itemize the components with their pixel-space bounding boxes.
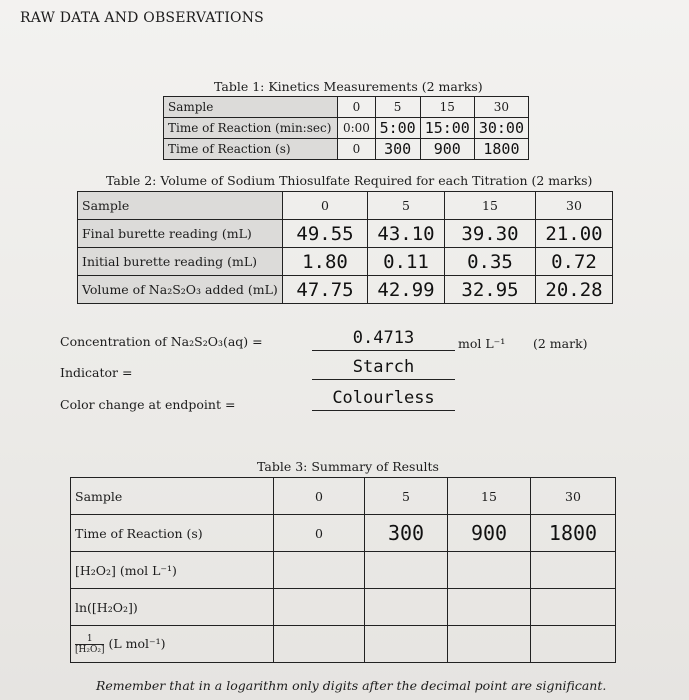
table2-header-label: Sample xyxy=(78,192,283,220)
table2-row-label: Volume of Na₂S₂O₃ added (mL) xyxy=(78,276,283,304)
table1-row-label: Time of Reaction (s) xyxy=(164,139,338,160)
indicator-label: Indicator = xyxy=(60,365,133,380)
table1-caption: Table 1: Kinetics Measurements (2 marks) xyxy=(214,79,483,94)
inverse-unit: (L mol⁻¹) xyxy=(108,635,166,651)
table2-cell: 39.30 xyxy=(445,220,536,248)
table3-empty-cell xyxy=(274,552,365,589)
concentration-label: Concentration of Na₂S₂O₃(aq) = xyxy=(60,334,263,349)
table3-empty-cell xyxy=(448,552,531,589)
table3-empty-cell xyxy=(448,589,531,626)
table3-sample: 30 xyxy=(531,478,616,515)
fraction-denominator: [H₂O₂] xyxy=(75,644,105,655)
table3-empty-cell xyxy=(531,626,616,663)
table3-cell: 1800 xyxy=(531,515,616,552)
table1-header-label: Sample xyxy=(164,97,338,118)
kinetics-table xyxy=(163,96,529,160)
table2-cell: 42.99 xyxy=(368,276,445,304)
table2-sample: 15 xyxy=(445,192,536,220)
table3-row-label: Time of Reaction (s) xyxy=(71,515,274,552)
color-change-label: Color change at endpoint = xyxy=(60,397,236,412)
table1-cell: 0 xyxy=(338,139,375,160)
table2-cell: 21.00 xyxy=(536,220,613,248)
footnote: Remember that in a logarithm only digits after the decimal point are significant. xyxy=(96,678,607,693)
table3-cell: 0 xyxy=(274,515,365,552)
table3-sample: 0 xyxy=(274,478,365,515)
table2-cell: 20.28 xyxy=(536,276,613,304)
concentration-marks: (2 mark) xyxy=(533,336,588,351)
table1-cell: 15:00 xyxy=(420,118,474,139)
inverse-fraction xyxy=(75,634,104,655)
table2-cell: 49.55 xyxy=(283,220,368,248)
table1-row-label: Time of Reaction (min:sec) xyxy=(164,118,338,139)
table1-sample: 0 xyxy=(338,97,375,118)
table1-cell: 1800 xyxy=(474,139,528,160)
table1-cell: 300 xyxy=(375,139,420,160)
table2-caption: Table 2: Volume of Sodium Thiosulfate Required for each Titration (2 marks) xyxy=(106,173,593,188)
table3-empty-cell xyxy=(531,552,616,589)
table2-cell: 43.10 xyxy=(368,220,445,248)
table1-sample: 5 xyxy=(375,97,420,118)
fraction-numerator: 1 xyxy=(75,634,104,645)
table1-sample: 15 xyxy=(420,97,474,118)
table2-row-label: Final burette reading (mL) xyxy=(78,220,283,248)
table2-cell: 0.11 xyxy=(368,248,445,276)
table3-empty-cell xyxy=(274,589,365,626)
table3-row-label: [H₂O₂] (mol L⁻¹) xyxy=(71,552,274,589)
table3-row-label: ln([H₂O₂]) xyxy=(71,589,274,626)
table3-empty-cell xyxy=(448,626,531,663)
table2-cell: 1.80 xyxy=(283,248,368,276)
table1-cell: 30:00 xyxy=(474,118,528,139)
table3-empty-cell xyxy=(365,552,448,589)
concentration-value: 0.4713 xyxy=(312,328,455,351)
table3-empty-cell xyxy=(365,589,448,626)
titration-table xyxy=(77,191,613,304)
table1-cell: 5:00 xyxy=(375,118,420,139)
table2-cell: 47.75 xyxy=(283,276,368,304)
table3-header-label: Sample xyxy=(71,478,274,515)
table1-sample: 30 xyxy=(474,97,528,118)
indicator-value: Starch xyxy=(312,357,455,380)
table2-row-label: Initial burette reading (mL) xyxy=(78,248,283,276)
table3-sample: 15 xyxy=(448,478,531,515)
table1-cell: 900 xyxy=(420,139,474,160)
table3-cell: 300 xyxy=(365,515,448,552)
table3-empty-cell xyxy=(531,589,616,626)
section-heading: RAW DATA AND OBSERVATIONS xyxy=(20,10,264,26)
table2-cell: 32.95 xyxy=(445,276,536,304)
table3-caption: Table 3: Summary of Results xyxy=(257,459,439,474)
table2-sample: 30 xyxy=(536,192,613,220)
table3-empty-cell xyxy=(274,626,365,663)
table3-cell: 900 xyxy=(448,515,531,552)
color-change-value: Colourless xyxy=(312,388,455,411)
table3-sample: 5 xyxy=(365,478,448,515)
table2-cell: 0.72 xyxy=(536,248,613,276)
table2-sample: 0 xyxy=(283,192,368,220)
table3-empty-cell xyxy=(365,626,448,663)
table3-inverse-label xyxy=(71,626,274,663)
table1-cell: 0:00 xyxy=(338,118,375,139)
table2-cell: 0.35 xyxy=(445,248,536,276)
concentration-unit: mol L⁻¹ xyxy=(458,336,506,351)
table2-sample: 5 xyxy=(368,192,445,220)
summary-table xyxy=(70,477,616,663)
